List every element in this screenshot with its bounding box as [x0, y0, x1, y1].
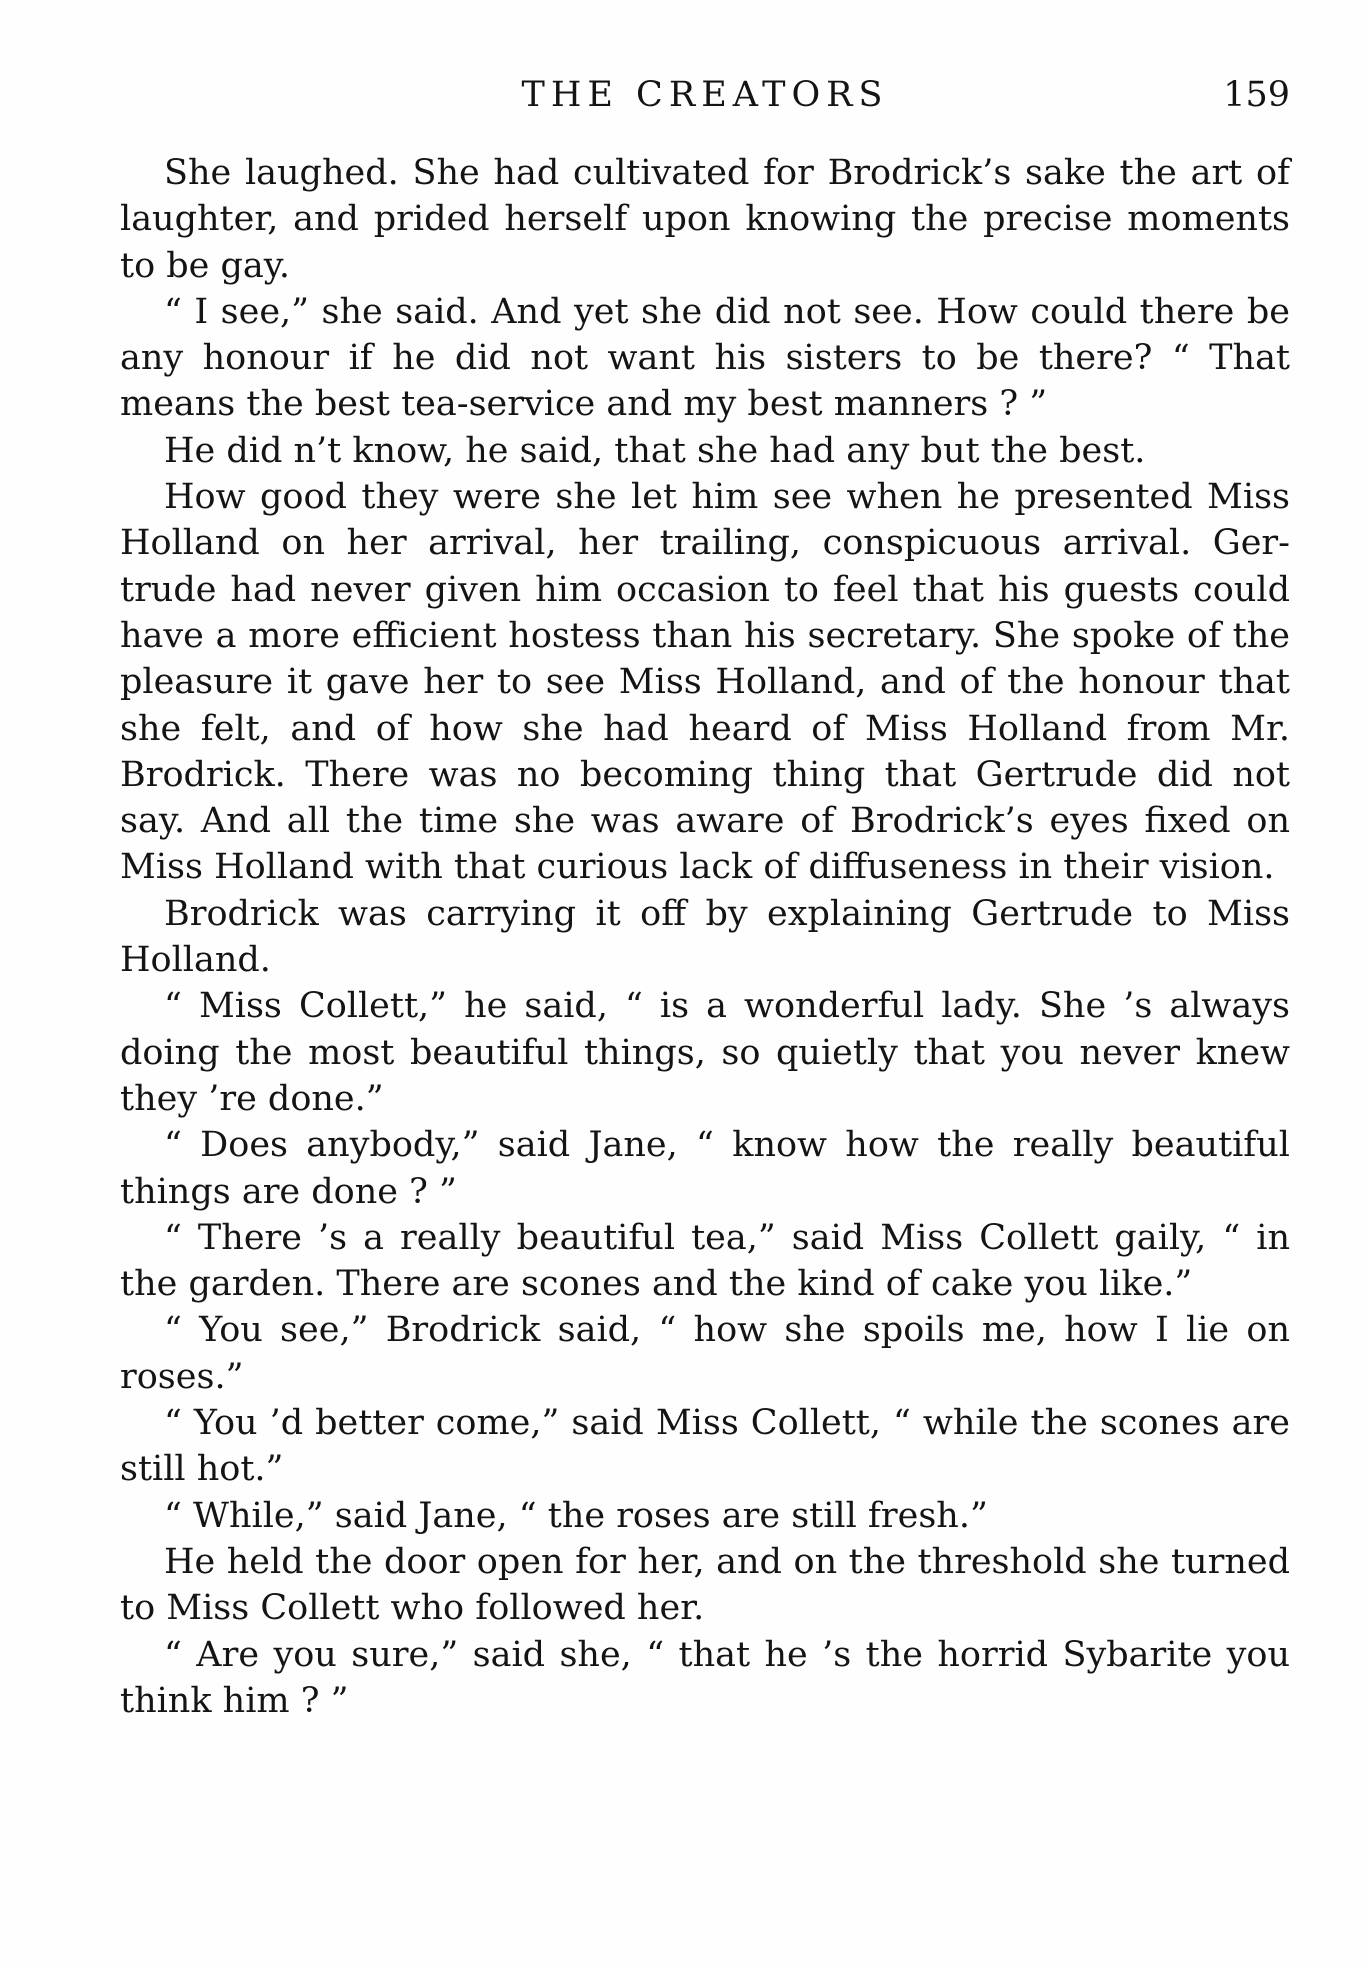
paragraph: “ Miss Collett,” he said, “ is a wonderful lady. She ’s always doing the most beautiful things, so quietly that you never knew they ’re done.” [120, 986, 1290, 1119]
paragraph: “ While,” said Jane, “ the roses are still fresh.” [164, 1495, 988, 1536]
paragraph: “ There ’s a really beautiful tea,” said Miss Collett gaily, “ in the garden. There are scones and the kind of cake you like.” [120, 1217, 1290, 1305]
paragraph: How good they were she let him see when he presented Miss Holland on her arrival, her trailing, conspicuous arrival. Gertrude had never given him occasion to feel that his guests could have a more efficient hostess than his secretary. She spoke of the pleasure it gave her to see Miss Holland, and of the honour that she felt, and of how she had heard of Miss Holland from Mr. Brodrick. There was no becoming thing that Gertrude did not say. And all the time she was aware of Brodrick’s eyes fixed on Miss Holland with that curious lack of diffuseness in their vision. [120, 477, 1290, 888]
body-text [120, 150, 1290, 1724]
running-head [120, 70, 1290, 120]
paragraph: “ Does anybody,” said Jane, “ know how the really beautiful things are done ? ” [120, 1125, 1290, 1212]
paragraph: “ You ’d better come,” said Miss Collett, “ while the scones are still hot.” [120, 1403, 1290, 1490]
paragraph: He did n’t know, he said, that she had any but the best. [164, 430, 1146, 471]
page-number: 159 [1223, 75, 1290, 115]
paragraph: “ You see,” Brodrick said, “ how she spoils me, how I lie on roses.” [120, 1310, 1290, 1397]
paragraph: He held the door open for her, and on the threshold she turned to Miss Collett who followed her. [120, 1541, 1290, 1629]
running-title: THE CREATORS [521, 75, 889, 115]
paragraph: Brodrick was carrying it off by explaining Gertrude to Miss Holland. [120, 893, 1290, 981]
paragraph: “ I see,” she said. And yet she did not see. How could there be any honour if he did not want his sisters to be there? “ That means the best tea-service and my best manners ? ” [120, 291, 1290, 425]
paragraph: “ Are you sure,” said she, “ that he ’s the horrid Sybarite you think him ? ” [120, 1634, 1290, 1721]
paragraph: She laughed. She had cultivated for Brodrick’s sake the art of laughter, and prided herself upon knowing the precise moments to be gay. [120, 153, 1290, 286]
